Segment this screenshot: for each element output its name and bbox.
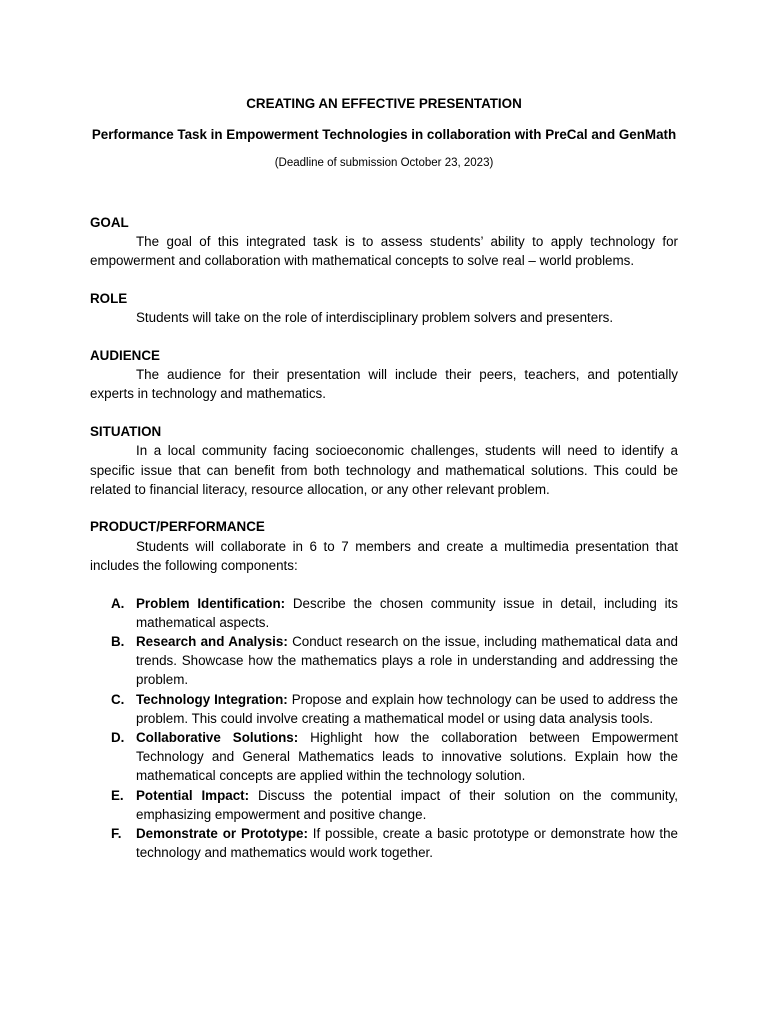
role-text: Students will take on the role of interdisciplinary problem solvers and presenters.	[136, 310, 614, 326]
list-text: Describe the chosen community issue in detail, including its mathematical aspects.	[136, 595, 678, 630]
list-term: Demonstrate or Prototype:	[136, 825, 308, 841]
document-body	[90, 213, 678, 881]
situation-section	[90, 422, 678, 499]
section-heading-goal: GOAL	[90, 215, 129, 230]
list-item	[90, 786, 678, 824]
list-letter: F.	[111, 825, 122, 841]
list-item	[90, 824, 678, 862]
list-text: Discuss the potential impact of their solution on the community, emphasizing empowerment and positive change.	[136, 787, 678, 822]
list-term: Research and Analysis:	[136, 633, 288, 649]
list-term: Technology Integration:	[136, 691, 288, 707]
list-term: Problem Identification:	[136, 595, 286, 611]
list-text: If possible, create a basic prototype or demonstrate how the technology and mathematics would work together.	[136, 825, 678, 861]
section-heading-audience: AUDIENCE	[90, 348, 160, 364]
list-letter: B.	[111, 633, 125, 649]
list-letter: C.	[111, 691, 125, 707]
product-section	[90, 517, 678, 862]
list-item	[90, 632, 678, 690]
list-letter: D.	[111, 729, 125, 745]
list-letter: E.	[111, 787, 124, 803]
situation-text: In a local community facing socioeconomic challenges, students will need to identify a specific issue that can benefit from both technology and mathematical solutions. This could be related to financial literacy, resource allocation, or any other relevant problem.	[90, 443, 678, 497]
role-section	[90, 289, 678, 327]
product-text: Students will collaborate in 6 to 7 members and create a multimedia presentation that includes the following components:	[90, 538, 678, 573]
section-heading-situation: SITUATION	[90, 424, 162, 440]
document-title: CREATING AN EFFECTIVE PRESENTATION	[246, 96, 522, 111]
audience-section	[90, 346, 678, 404]
list-term: Potential Impact:	[136, 787, 250, 803]
section-heading-product: PRODUCT/PERFORMANCE	[90, 519, 265, 535]
list-letter: A.	[111, 595, 125, 611]
list-text: Propose and explain how technology can be used to address the problem. This could involve creating a mathematical model or using data analysis tools.	[136, 691, 678, 726]
document-subtitle: Performance Task in Empowerment Technologies in collaboration with PreCal and GenMath	[91, 127, 677, 142]
components-list	[90, 594, 678, 863]
section-heading-role: ROLE	[90, 291, 128, 307]
list-text: Conduct research on the issue, including mathematical data and trends. Showcase how the mathematics plays a role in understanding and addressing the problem.	[136, 633, 678, 688]
list-item	[90, 690, 678, 728]
goal-text: The goal of this integrated task is to assess students’ ability to apply technology for empowerment and collaboration with mathematical concepts to solve real – world problems.	[90, 234, 678, 269]
list-term: Collaborative Solutions:	[136, 729, 299, 745]
list-text: Highlight how the collaboration between Empowerment Technology and General Mathematics leads to innovative solutions. Explain how the mathematical concepts are applied within the technology solution.	[136, 729, 678, 784]
goal-section	[90, 213, 678, 271]
list-item	[90, 594, 678, 632]
list-item	[90, 728, 678, 786]
deadline-note: (Deadline of submission October 23, 2023)	[274, 157, 494, 169]
audience-text: The audience for their presentation will include their peers, teachers, and potentially experts in technology and mathematics.	[90, 367, 678, 402]
